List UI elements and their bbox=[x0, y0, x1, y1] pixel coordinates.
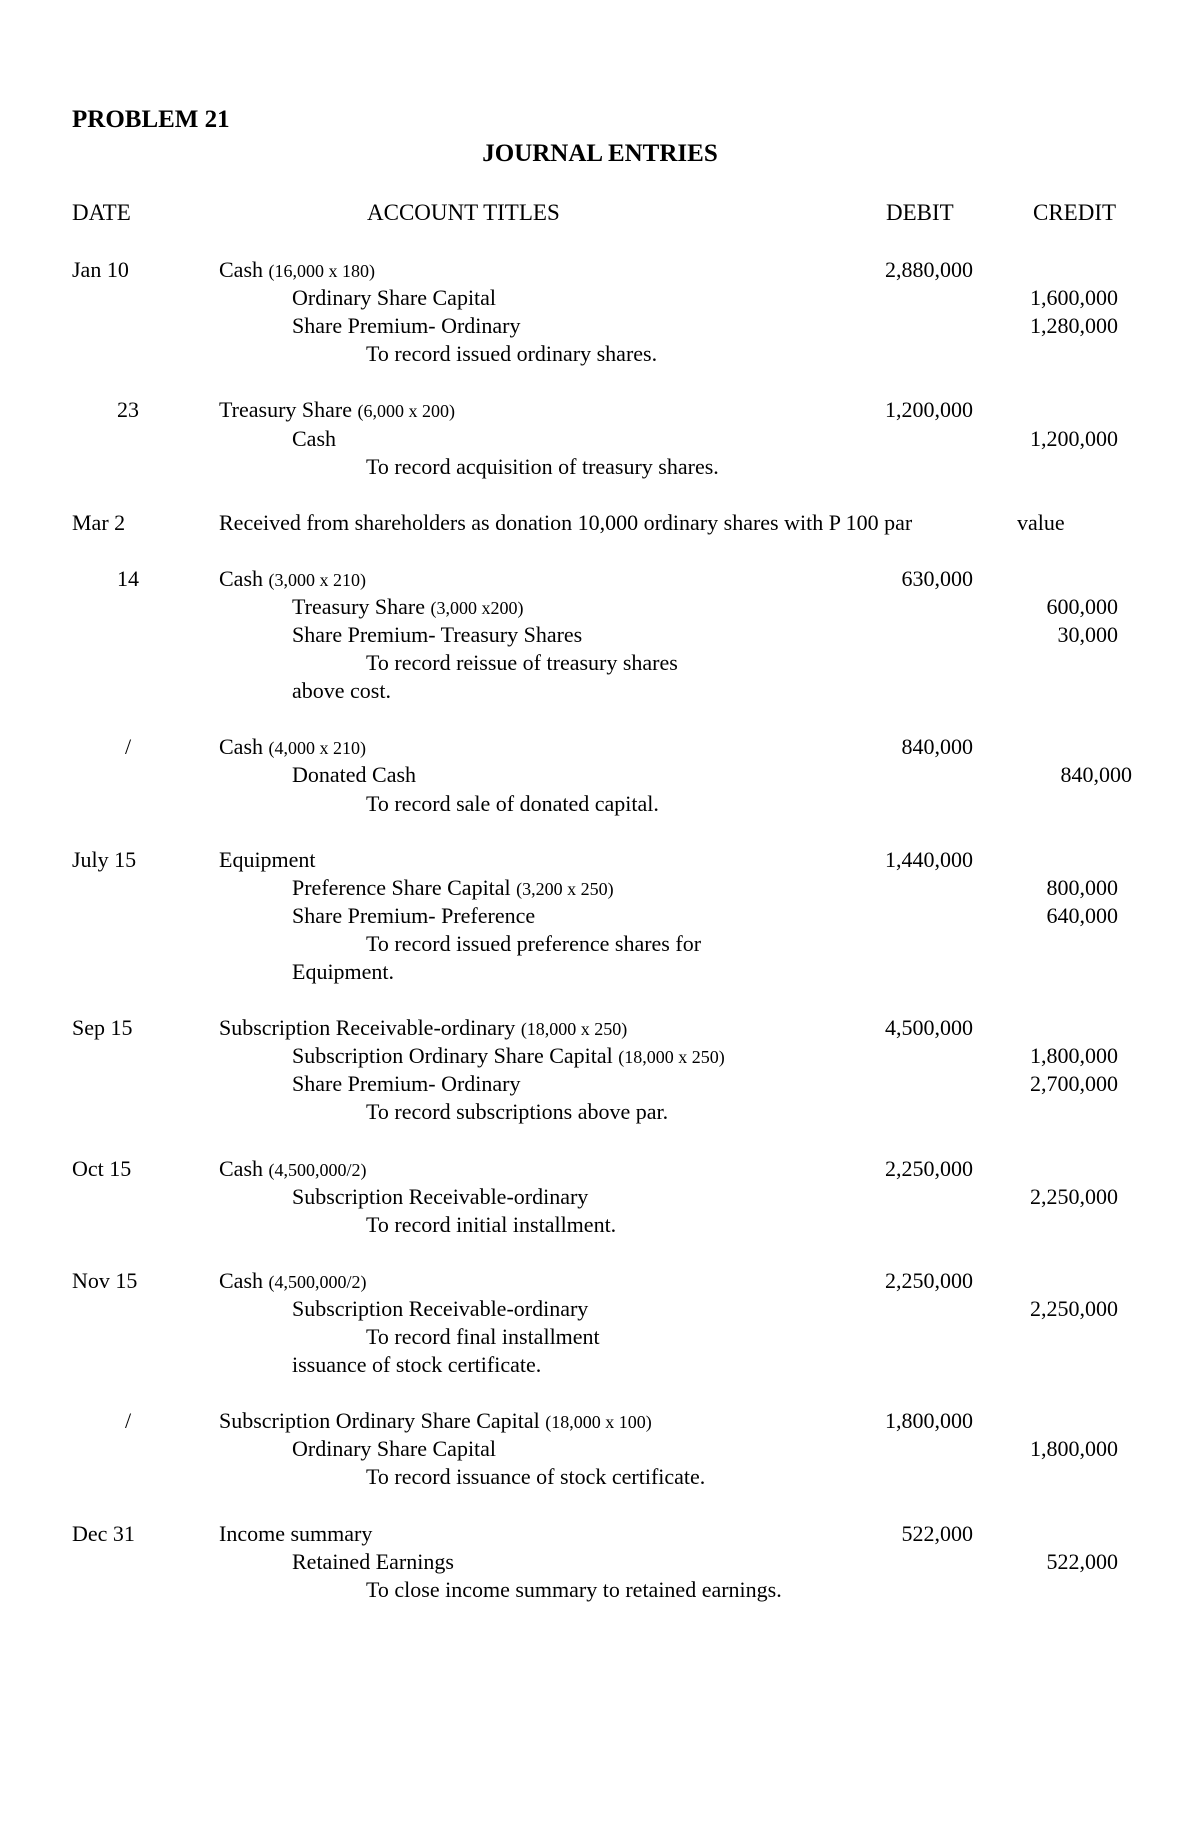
account-title-text: Received from shareholders as donation 10,000 ordinary shares with P 100 par bbox=[219, 509, 913, 535]
credit-amount: 2,250,000 bbox=[1030, 1183, 1118, 1209]
account-title bbox=[292, 1548, 454, 1576]
header-debit: DEBIT bbox=[886, 200, 954, 225]
computation-detail: (4,500,000/2) bbox=[268, 1159, 367, 1180]
journal-line bbox=[0, 958, 1200, 986]
debit-amount: 4,500,000 bbox=[885, 1015, 973, 1041]
journal-line bbox=[0, 1014, 1200, 1042]
header-date: DATE bbox=[72, 200, 131, 225]
journal-line bbox=[0, 621, 1200, 649]
journal-line bbox=[0, 1211, 1200, 1239]
account-title-text: Cash bbox=[219, 257, 263, 282]
account-title-text: Subscription Ordinary Share Capital bbox=[292, 1043, 613, 1069]
account-title bbox=[219, 509, 912, 537]
computation-detail: (6,000 x 200) bbox=[357, 401, 455, 422]
account-title bbox=[292, 677, 391, 705]
account-title-text: To record issued ordinary shares. bbox=[366, 341, 658, 367]
account-title bbox=[292, 284, 496, 312]
account-title-text: To record subscriptions above par. bbox=[366, 1099, 669, 1125]
account-title-text: Subscription Receivable-ordinary bbox=[219, 1015, 516, 1041]
account-title-text: To record initial installment. bbox=[366, 1211, 617, 1237]
journal-line bbox=[0, 1295, 1200, 1323]
account-title bbox=[366, 1323, 600, 1351]
account-title-text: To record acquisition of treasury shares. bbox=[366, 453, 719, 479]
entry-date: 14 bbox=[117, 565, 139, 591]
credit-amount: 1,800,000 bbox=[1030, 1043, 1118, 1069]
account-title-text: Cash bbox=[292, 425, 336, 451]
computation-detail: (3,000 x200) bbox=[430, 597, 524, 618]
account-title bbox=[219, 565, 366, 594]
credit-amount: 522,000 bbox=[1046, 1548, 1118, 1574]
account-title-text: Share Premium- Preference bbox=[292, 902, 536, 928]
computation-detail: (18,000 x 250) bbox=[618, 1047, 725, 1068]
journal-line bbox=[0, 1435, 1200, 1463]
account-title bbox=[292, 1183, 588, 1211]
computation-detail: (18,000 x 100) bbox=[545, 1412, 652, 1433]
account-title bbox=[366, 340, 657, 368]
account-title-text: Equipment. bbox=[292, 959, 395, 984]
entry-date: / bbox=[124, 734, 132, 760]
header-credit: CREDIT bbox=[1033, 200, 1117, 225]
journal-line bbox=[0, 1576, 1200, 1604]
journal-line bbox=[0, 256, 1200, 284]
debit-amount: 840,000 bbox=[901, 734, 973, 760]
account-title bbox=[219, 733, 366, 762]
account-title bbox=[366, 930, 701, 958]
credit-amount: 30,000 bbox=[1057, 622, 1118, 647]
computation-detail: (18,000 x 250) bbox=[520, 1019, 628, 1040]
account-title-text: Donated Cash bbox=[292, 762, 417, 788]
account-title-text: Ordinary Share Capital bbox=[292, 285, 497, 311]
journal-line bbox=[0, 761, 1200, 789]
journal-line bbox=[0, 733, 1200, 761]
entry-date: Sep 15 bbox=[72, 1015, 133, 1041]
journal-line bbox=[0, 790, 1200, 818]
account-title-text: Income summary bbox=[219, 1520, 373, 1546]
journal-line bbox=[0, 565, 1200, 593]
account-title bbox=[219, 1155, 367, 1184]
journal-title: JOURNAL ENTRIES bbox=[482, 140, 718, 167]
account-title-text: To record issuance of stock certificate. bbox=[366, 1464, 706, 1490]
debit-amount: 1,800,000 bbox=[885, 1408, 973, 1434]
account-title bbox=[366, 1463, 705, 1491]
account-title-text: issuance of stock certificate. bbox=[292, 1352, 542, 1378]
journal-line bbox=[0, 1183, 1200, 1211]
account-title-text: Cash bbox=[219, 565, 263, 591]
account-title bbox=[366, 790, 659, 818]
account-title-text: To record reissue of treasury shares bbox=[366, 650, 678, 676]
entry-date: Nov 15 bbox=[72, 1267, 138, 1293]
account-title-text: Share Premium- Treasury Shares bbox=[292, 622, 583, 647]
credit-amount: 1,600,000 bbox=[1030, 285, 1118, 311]
account-title-text: Preference Share Capital bbox=[292, 874, 511, 900]
account-title bbox=[292, 312, 521, 340]
account-title-text: Cash bbox=[219, 734, 263, 760]
account-title-text: To record sale of donated capital. bbox=[366, 790, 659, 816]
account-title bbox=[366, 1576, 782, 1604]
entry-date: July 15 bbox=[72, 846, 137, 872]
account-title bbox=[292, 1070, 521, 1098]
journal-line bbox=[0, 1070, 1200, 1098]
account-title-text: above cost. bbox=[292, 678, 391, 704]
journal-line bbox=[0, 1407, 1200, 1435]
entry-date: Jan 10 bbox=[72, 257, 129, 282]
account-title-text: Share Premium- Ordinary bbox=[292, 313, 521, 339]
credit-amount: 1,800,000 bbox=[1030, 1436, 1118, 1462]
journal-line bbox=[0, 1548, 1200, 1576]
account-title bbox=[292, 761, 416, 789]
journal-line bbox=[0, 649, 1200, 677]
journal-line bbox=[0, 1098, 1200, 1126]
account-title-text: Treasury Share bbox=[219, 397, 352, 423]
account-title-text: Cash bbox=[219, 1155, 263, 1181]
journal-line bbox=[0, 1351, 1200, 1379]
account-title-text: Treasury Share bbox=[292, 593, 425, 619]
account-title bbox=[292, 874, 614, 903]
account-title bbox=[366, 649, 678, 677]
computation-detail: (3,200 x 250) bbox=[516, 878, 614, 899]
account-title bbox=[219, 1407, 652, 1436]
journal-line bbox=[0, 509, 1200, 537]
account-title-text: Share Premium- Ordinary bbox=[292, 1071, 521, 1097]
account-title bbox=[292, 425, 336, 453]
debit-amount: 522,000 bbox=[901, 1520, 973, 1546]
journal-line bbox=[0, 1155, 1200, 1183]
account-title bbox=[366, 1211, 616, 1239]
account-title bbox=[292, 621, 582, 649]
entry-date: Mar 2 bbox=[72, 509, 126, 535]
journal-line bbox=[0, 453, 1200, 481]
account-title bbox=[292, 958, 394, 986]
journal-line bbox=[0, 425, 1200, 453]
journal-line bbox=[0, 874, 1200, 902]
account-title bbox=[219, 1267, 367, 1296]
account-title bbox=[292, 1295, 588, 1323]
journal-line bbox=[0, 1042, 1200, 1070]
account-title-text: To record final installment bbox=[366, 1324, 600, 1349]
entry-date: 23 bbox=[117, 397, 139, 423]
debit-amount: 1,200,000 bbox=[885, 397, 973, 423]
account-title-text: To record issued preference shares for bbox=[366, 930, 702, 956]
account-title bbox=[292, 1351, 541, 1379]
journal-line bbox=[0, 284, 1200, 312]
account-title-text: Subscription Receivable-ordinary bbox=[292, 1183, 589, 1209]
account-title bbox=[219, 846, 316, 874]
account-title-text: Equipment bbox=[219, 846, 316, 872]
account-title bbox=[219, 256, 375, 285]
entry-date: / bbox=[124, 1408, 132, 1434]
journal-line bbox=[0, 340, 1200, 368]
credit-amount: 600,000 bbox=[1046, 593, 1118, 619]
credit-amount: 800,000 bbox=[1046, 874, 1118, 900]
credit-amount: 1,280,000 bbox=[1030, 313, 1118, 339]
account-title-text: Cash bbox=[219, 1267, 263, 1293]
computation-detail: (16,000 x 180) bbox=[268, 261, 375, 281]
credit-amount: 2,700,000 bbox=[1030, 1071, 1118, 1097]
journal-line bbox=[0, 1267, 1200, 1295]
journal-line bbox=[0, 930, 1200, 958]
computation-detail: (4,000 x 210) bbox=[268, 738, 366, 759]
account-title bbox=[219, 1014, 627, 1043]
credit-amount: 640,000 bbox=[1046, 902, 1118, 928]
account-title bbox=[219, 396, 455, 425]
header-account-titles: ACCOUNT TITLES bbox=[367, 200, 560, 225]
computation-detail: (3,000 x 210) bbox=[268, 569, 366, 590]
credit-amount: 1,200,000 bbox=[1030, 425, 1118, 451]
computation-detail: (4,500,000/2) bbox=[268, 1271, 367, 1292]
account-title bbox=[292, 593, 524, 622]
account-title bbox=[292, 902, 535, 930]
account-title bbox=[366, 453, 719, 481]
journal-line bbox=[0, 1520, 1200, 1548]
credit-amount: 2,250,000 bbox=[1030, 1295, 1118, 1321]
journal-line bbox=[0, 593, 1200, 621]
journal-line bbox=[0, 902, 1200, 930]
journal-line bbox=[0, 1463, 1200, 1491]
debit-amount: 630,000 bbox=[901, 565, 973, 591]
account-title-text: Subscription Receivable-ordinary bbox=[292, 1295, 589, 1321]
account-title-text: Retained Earnings bbox=[292, 1548, 454, 1574]
account-title-text: To close income summary to retained earnings. bbox=[366, 1576, 782, 1602]
problem-title: PROBLEM 21 bbox=[72, 106, 230, 133]
entry-date: Dec 31 bbox=[72, 1520, 135, 1546]
debit-amount: 1,440,000 bbox=[885, 846, 973, 872]
trailing-text: value bbox=[1017, 509, 1065, 535]
debit-amount: 2,250,000 bbox=[885, 1155, 973, 1181]
account-title-text: Ordinary Share Capital bbox=[292, 1436, 497, 1462]
debit-amount: 2,880,000 bbox=[885, 257, 973, 282]
account-title bbox=[292, 1435, 496, 1463]
account-title bbox=[366, 1098, 668, 1126]
account-title bbox=[292, 1042, 725, 1071]
journal-line bbox=[0, 846, 1200, 874]
debit-amount: 2,250,000 bbox=[885, 1267, 973, 1293]
journal-line bbox=[0, 1323, 1200, 1351]
journal-line bbox=[0, 677, 1200, 705]
entry-date: Oct 15 bbox=[72, 1155, 132, 1181]
account-title-text: Subscription Ordinary Share Capital bbox=[219, 1408, 540, 1434]
account-title bbox=[219, 1520, 372, 1548]
credit-amount: 840,000 bbox=[1060, 762, 1132, 788]
journal-line bbox=[0, 312, 1200, 340]
journal-line bbox=[0, 396, 1200, 424]
